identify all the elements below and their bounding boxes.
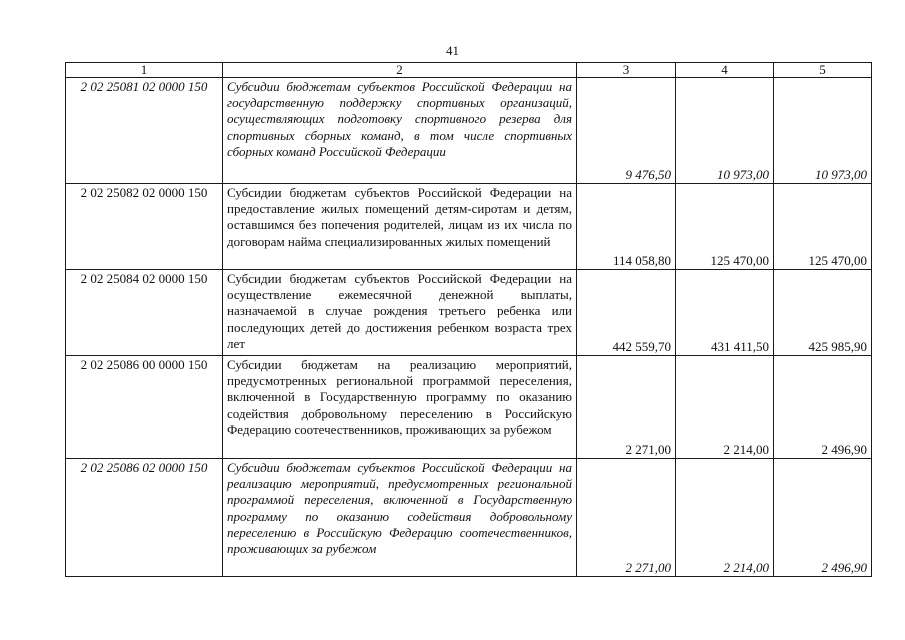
budget-revenue-table [65, 62, 872, 577]
budget-code-cell: 2 02 25081 02 0000 150 [66, 78, 223, 184]
description-cell: Субсидии бюджетам субъектов Российской Федерации на реализацию мероприятий, предусмотренных региональной программой переселения, включенной в Государственную программу по оказанию содействия добровольному переселению в Российскую Федерацию соотечественников, проживающих за рубежом [223, 459, 577, 577]
amount-col5-cell: 2 496,90 [774, 459, 872, 577]
amount-col3-cell: 2 271,00 [577, 459, 676, 577]
description-cell: Субсидии бюджетам субъектов Российской Федерации на предоставление жилых помещений детям-сиротам и детям, оставшимся без попечения родителей, лицам из их числа по договорам найма специализированных жилых помещений [223, 184, 577, 270]
amount-col4-cell: 2 214,00 [676, 356, 774, 459]
amount-col3-cell: 114 058,80 [577, 184, 676, 270]
column-header-1: 1 [66, 63, 223, 78]
amount-col5-cell: 125 470,00 [774, 184, 872, 270]
table-header-row [66, 63, 872, 78]
column-header-5: 5 [774, 63, 872, 78]
column-header-3: 3 [577, 63, 676, 78]
budget-code-cell: 2 02 25082 02 0000 150 [66, 184, 223, 270]
amount-col4-cell: 10 973,00 [676, 78, 774, 184]
description-cell: Субсидии бюджетам субъектов Российской Федерации на государственную поддержку спортивных организаций, осуществляющих подготовку спортивного резерва для спортивных сборных команд, в том числе спортивных сборных команд Российской Федерации [223, 78, 577, 184]
budget-code-cell: 2 02 25086 02 0000 150 [66, 459, 223, 577]
amount-col4-cell: 2 214,00 [676, 459, 774, 577]
table-row [66, 184, 872, 270]
budget-code-cell: 2 02 25084 02 0000 150 [66, 270, 223, 356]
budget-code-cell: 2 02 25086 00 0000 150 [66, 356, 223, 459]
table-row [66, 78, 872, 184]
table-row [66, 459, 872, 577]
amount-col5-cell: 425 985,90 [774, 270, 872, 356]
description-cell: Субсидии бюджетам субъектов Российской Федерации на осуществление ежемесячной денежной выплаты, назначаемой в случае рождения третьего ребенка или последующих детей до достижения ребенком возраста трех лет [223, 270, 577, 356]
amount-col5-cell: 2 496,90 [774, 356, 872, 459]
amount-col3-cell: 442 559,70 [577, 270, 676, 356]
table-row [66, 356, 872, 459]
column-header-4: 4 [676, 63, 774, 78]
table-row [66, 270, 872, 356]
amount-col4-cell: 125 470,00 [676, 184, 774, 270]
description-cell: Субсидии бюджетам на реализацию мероприятий, предусмотренных региональной программой переселения, включенной в Государственную программу по оказанию содействия добровольному переселению в Российскую Федерацию соотечественников, проживающих за рубежом [223, 356, 577, 459]
column-header-2: 2 [223, 63, 577, 78]
amount-col5-cell: 10 973,00 [774, 78, 872, 184]
page-number: 41 [446, 43, 459, 58]
amount-col3-cell: 2 271,00 [577, 356, 676, 459]
amount-col4-cell: 431 411,50 [676, 270, 774, 356]
amount-col3-cell: 9 476,50 [577, 78, 676, 184]
